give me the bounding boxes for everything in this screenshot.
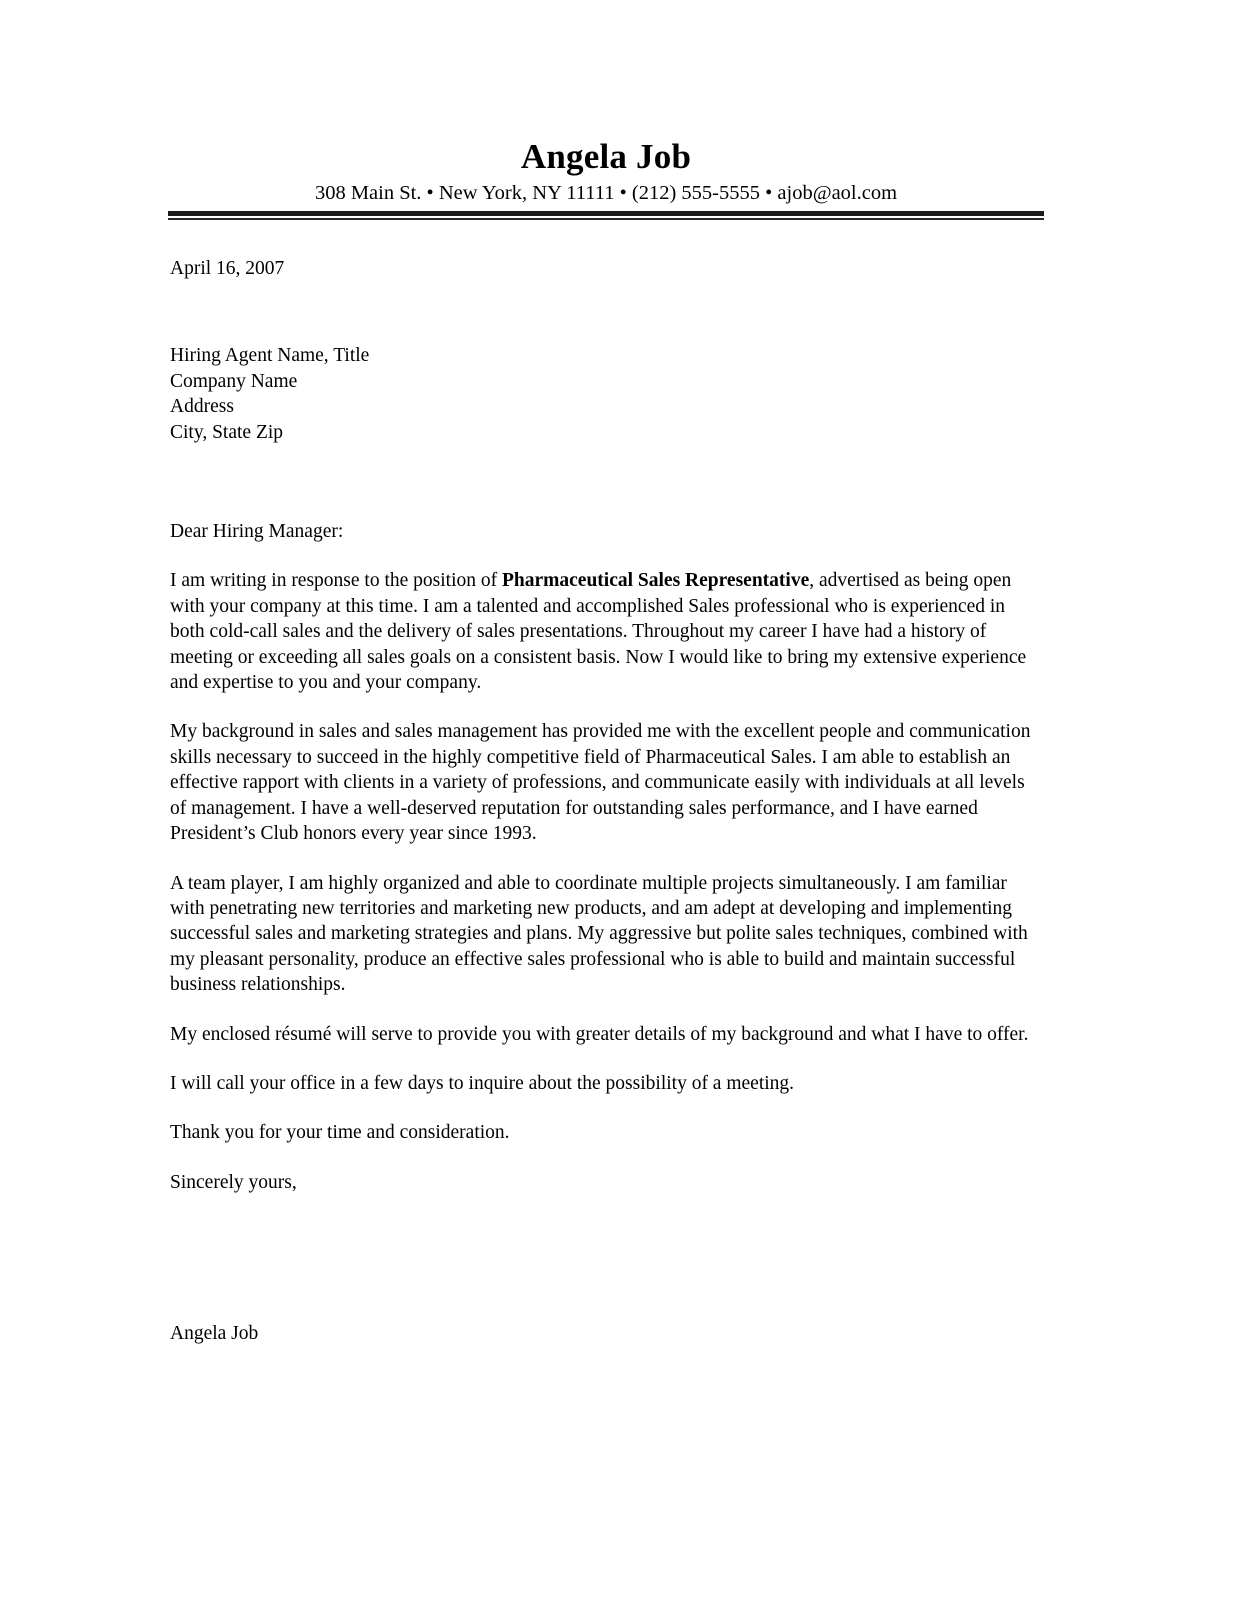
paragraph-intro-before-bold: I am writing in response to the position of xyxy=(170,570,502,592)
letter-body xyxy=(170,256,1042,1347)
signature-name: Angela Job xyxy=(170,1323,259,1345)
recipient-line-company: Company Name xyxy=(170,370,298,392)
letter-date: April 16, 2007 xyxy=(170,258,285,279)
paragraph-teamwork: A team player, I am highly organized and able to coordinate multiple projects simultaneously. I am familiar with penetrating new territories and marketing new products, and am adept at developing and implementing successful sales and marketing strategies and plans. My aggressive but polite sales techniques, combined with my pleasant personality, produce an effective sales professional who is able to build and maintain successful business relationships. xyxy=(170,872,1028,996)
recipient-address-block xyxy=(170,343,1042,445)
recipient-line-name: Hiring Agent Name, Title xyxy=(170,345,370,367)
paragraph-intro xyxy=(170,568,1042,695)
paragraph-resume-enclosed: My enclosed résumé will serve to provide you with greater details of my background and what I have to offer. xyxy=(170,1023,1029,1045)
recipient-line-city-state-zip: City, State Zip xyxy=(170,421,284,443)
sender-contact-line: 308 Main St. • New York, NY 11111 • (212) 555-5555 • ajob@aol.com xyxy=(314,182,898,204)
paragraph-thank-you: Thank you for your time and consideration. xyxy=(170,1122,510,1144)
salutation: Dear Hiring Manager: xyxy=(170,521,344,543)
paragraph-followup-call: I will call your office in a few days to inquire about the possibility of a meeting. xyxy=(170,1072,795,1094)
job-title-emphasis: Pharmaceutical Sales Representative xyxy=(502,570,810,592)
letterhead xyxy=(168,136,1044,220)
sender-name: Angela Job xyxy=(520,137,692,176)
letterhead-divider xyxy=(168,211,1044,220)
recipient-line-address: Address xyxy=(170,396,234,418)
paragraph-background: My background in sales and sales management has provided me with the excellent people and communication skills necessary to succeed in the highly competitive field of Pharmaceutical Sales. I am able to establish an effective rapport with clients in a variety of professions, and communicate easily with individuals at all levels of management. I have a well-deserved reputation for outstanding sales performance, and I have earned President’s Club honors every year since 1993. xyxy=(170,721,1031,845)
divider-thin-bar xyxy=(168,218,1044,220)
paragraph-intro-after-bold: , advertised as being open with your company at this time. I am a talented and accomplished Sales professional who is experienced in both cold-call sales and the delivery of sales presentations. Throughout my career I have had a history of meeting or exceeding all sales goals on a consistent basis. Now I would like to bring my extensive experience and expertise to you and your company. xyxy=(170,570,1027,694)
closing-salutation: Sincerely yours, xyxy=(170,1171,297,1193)
